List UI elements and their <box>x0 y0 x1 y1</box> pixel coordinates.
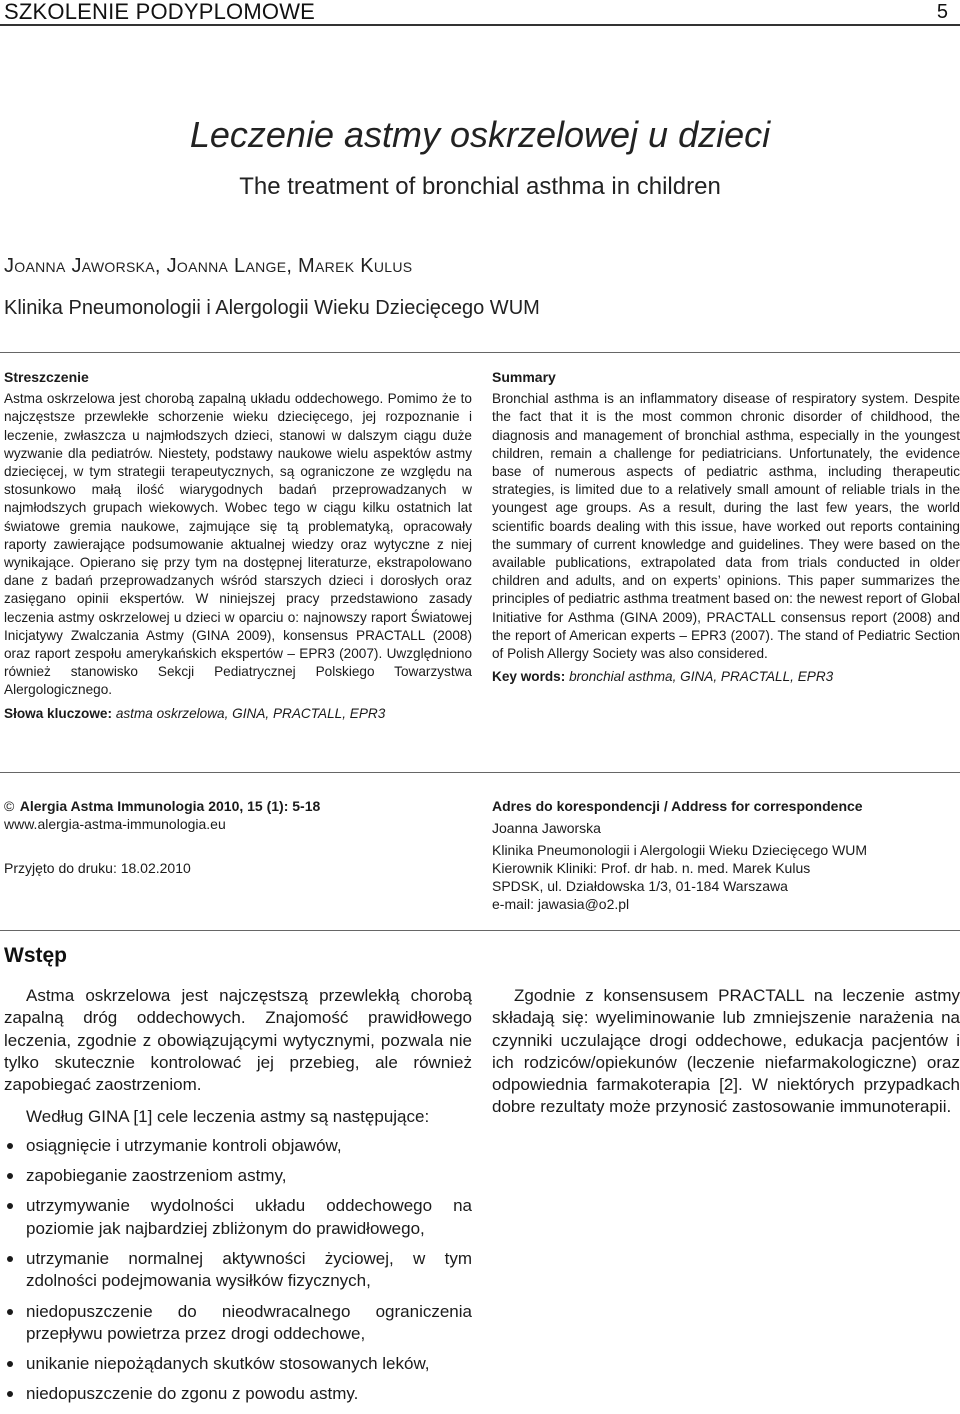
intro-left-column <box>4 985 472 1414</box>
list-item: unikanie niepożądanych skutków stosowanych leków, <box>4 1353 472 1375</box>
abstract-en-heading: Summary <box>492 369 556 385</box>
copyright-icon: © <box>4 798 15 814</box>
correspondence-email[interactable]: e-mail: jawasia@o2.pl <box>492 896 630 912</box>
abstract-en-keywords-label: Key words: <box>492 669 566 685</box>
abstract-en-keywords-value: bronchial asthma, GINA, PRACTALL, EPR3 <box>569 669 834 685</box>
authors: Joanna Jaworska, Joanna Lange, Marek Kulus <box>4 255 413 277</box>
list-item: zapobieganie zaostrzeniom astmy, <box>4 1165 472 1187</box>
intro-heading: Wstęp <box>4 944 67 967</box>
correspondence-line-1: Klinika Pneumonologii i Alergologii Wieku Dziecięcego WUM <box>492 842 868 858</box>
correspondence-line-2: Kierownik Kliniki: Prof. dr hab. n. med. Marek Kulus <box>492 860 811 876</box>
abstract-en <box>492 368 960 686</box>
bullet-icon <box>7 1173 13 1179</box>
journal-name: Alergia Astma Immunologia 2010, 15 (1): 5-18 <box>19 798 321 814</box>
abstract-pl-heading: Streszczenie <box>4 369 89 385</box>
bullet-icon <box>7 1309 13 1315</box>
abstract-pl-keywords <box>4 705 472 723</box>
bullet-icon <box>7 1361 13 1367</box>
page-number: 5 <box>936 1 948 23</box>
correspondence-heading: Adres do korespondencji / Address for correspondence <box>492 798 863 814</box>
bullet-icon <box>7 1391 13 1397</box>
accepted-date: Przyjęto do druku: 18.02.2010 <box>4 860 191 876</box>
intro-right-column <box>492 985 960 1119</box>
correspondence <box>492 797 960 913</box>
bullet-icon <box>7 1143 13 1149</box>
treatment-goals-list <box>4 1135 472 1406</box>
abstract-pl-keywords-value: astma oskrzelowa, GINA, PRACTALL, EPR3 <box>115 705 386 721</box>
journal-website[interactable]: www.alergia-astma-immunologia.eu <box>4 816 226 832</box>
section-label: SZKOLENIE PODYPLOMOWE <box>4 0 316 24</box>
abstract-en-keywords <box>492 668 960 686</box>
abstract-pl-keywords-label: Słowa kluczowe: <box>4 705 113 721</box>
correspondence-line-3: SPDSK, ul. Działdowska 1/3, 01-184 Warszawa <box>492 878 788 894</box>
intro-paragraph-3: Zgodnie z konsensusem PRACTALL na leczenie astmy składają się: wyeliminowanie lub zmniejszenie narażenia na czynniki uczulające drogi oddechowe, edukacja pacjentów i ich rodziców/opiekunów (leczenie niefarmakologiczne) oraz odpowiednia farmakoterapia [2]. W niektórych przypadkach dobre rezultaty może przynosić zastosowanie immunoterapii. <box>492 986 960 1117</box>
list-item: utrzymanie normalnej aktywności życiowej, w tym zdolności podejmowania wysiłków fizycznych, <box>4 1248 472 1293</box>
divider-bottom <box>0 930 960 931</box>
bullet-icon <box>7 1203 13 1209</box>
journal-citation <box>4 797 474 815</box>
intro-paragraph-2: Według GINA [1] cele leczenia astmy są następujące: <box>26 1107 430 1127</box>
intro-paragraph-1: Astma oskrzelowa jest najczęstszą przewlekłą chorobą zapalną dróg oddechowych. Znajomość prawidłowego leczenia, zgodnie z obowiązującymi wytycznymi, pozwala nie tylko skutecznie kontrolować jej przebieg, ale również zapobiegać zaostrzeniom. <box>4 986 472 1095</box>
list-item: osiągnięcie i utrzymanie kontroli objawów, <box>4 1135 472 1157</box>
article-subtitle: The treatment of bronchial asthma in children <box>239 173 721 200</box>
list-item: niedopuszczenie do zgonu z powodu astmy. <box>4 1383 472 1405</box>
affiliation: Klinika Pneumonologii i Alergologii Wieku Dziecięcego WUM <box>4 297 540 319</box>
abstract-en-text: Bronchial asthma is an inflammatory disease of respiratory system. Despite the fact that it is the most common chronic disorder of childhood, the diagnosis and management of bronchial asthma, especially in the youngest children, remain a challenge for pediatricians. Unfortunately, the evidence base of numerous aspects of pediatric asthma, including therapeutic strategies, is limited due to a relatively small amount of reliable trials in the youngest age groups. As a result, during the last few years, the world scientific boards dealing with this issue, have worked out reports containing the summary of current knowledge and guidelines. They were based on the available publications, extrapolated data from trials conducted in older children and adults, and on experts’ opinions. This paper summarizes the principles of pediatric asthma treatment based on: the newest report of Global Initiative for Asthma (GINA 2009), PRACTALL consensus report (2008) and the report of American experts – EPR3 (2007). The stand of Pediatric Section of Polish Allergy Society was also considered. <box>492 391 960 662</box>
bullet-icon <box>7 1256 13 1262</box>
article-title: Leczenie astmy oskrzelowej u dzieci <box>189 114 771 155</box>
divider-top <box>0 352 960 353</box>
correspondence-name: Joanna Jaworska <box>492 820 601 836</box>
abstract-pl <box>4 368 472 723</box>
divider-middle <box>0 772 960 773</box>
publication-info <box>4 797 474 877</box>
list-item: niedopuszczenie do nieodwracalnego ograniczenia przepływu powietrza przez drogi oddechowe, <box>4 1301 472 1346</box>
running-header <box>0 0 960 26</box>
list-item: utrzymywanie wydolności układu oddechowego na poziomie jak najbardziej zbliżonym do prawidłowego, <box>4 1195 472 1240</box>
abstract-pl-text: Astma oskrzelowa jest chorobą zapalną układu oddechowego. Pomimo że to najczęstsze przewlekłe schorzenie wieku dziecięcego, jej rozpoznanie i leczenie, zwłaszcza u najmłodszych dzieci, stanowi w dalszym ciągu duże wyzwanie dla pediatrów. Niestety, podstawy naukowe wielu aspektów astmy dziecięcej, w tym strategii terapeutycznych, są ograniczone ze względu na stosunkowo małą ilość wiarygodnych badań przeprowadzanych w najmłodszych grupach wiekowych. Wobec tego w ciągu kilku ostatnich lat światowe gremia naukowe, zajmujące się tą problematyką, opracowały raporty zawierające podsumowanie aktualnej wiedzy oraz wytyczne z niej wynikające. Opierano się przy tym na dostępnej literaturze, ekstrapolowano dane z badań przeprowadzanych wśród starszych dzieci i dorosłych oraz zasięgano opinii ekspertów. W niniejszej pracy przedstawiono zasady leczenia astmy oskrzelowej u dzieci w oparciu o: najnowszy raport Światowej Inicjatywy Zwalczania Astmy (GINA 2009), konsensus PRACTALL (2008) oraz raport zespołu amerykańskich ekspertów – EPR3 (2007). Uwzględniono również stanowisko Sekcji Pediatrycznej Polskiego Towarzystwa Alergologicznego. <box>4 391 472 698</box>
